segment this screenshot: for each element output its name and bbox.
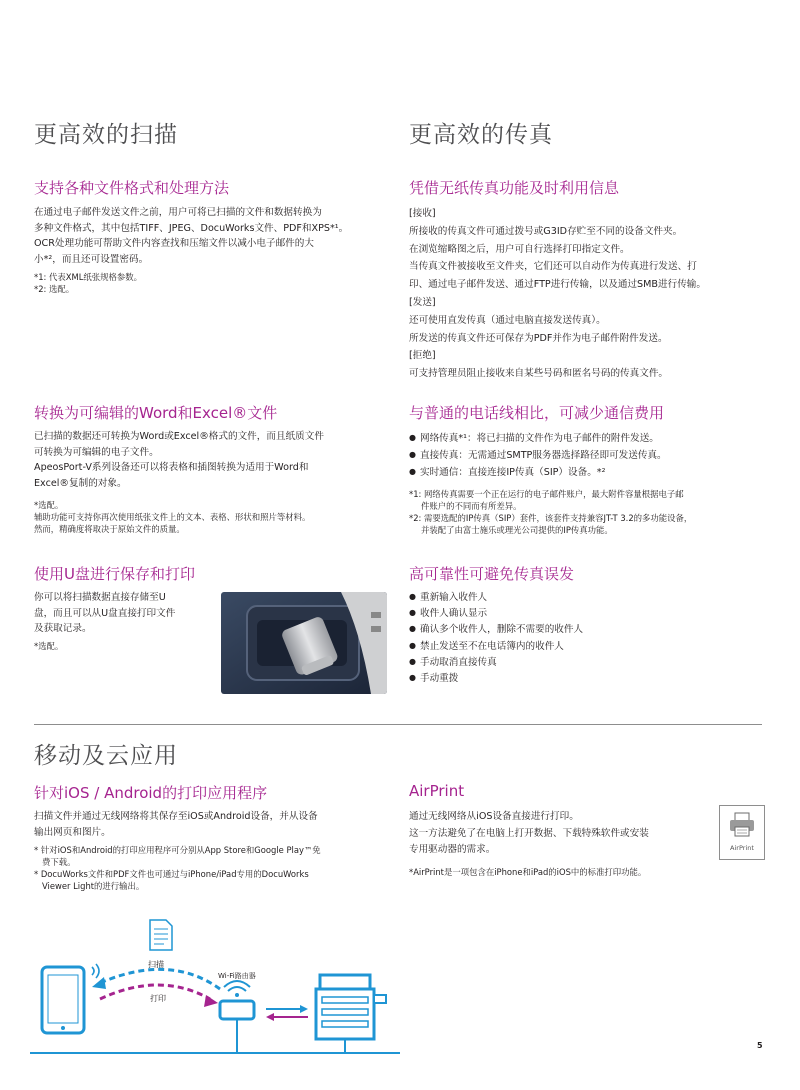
formats-line: OCR处理功能可帮助文件内容查找和压缩文件以减小电子邮件的大 [34,238,314,249]
airprint-logo-label: AirPrint [730,844,754,852]
airprint-line: 通过无线网络从iOS设备直接进行打印。 [409,811,579,822]
bullet-item: ● 网络传真*¹：将已扫描的文件作为电子邮件的附件发送。 [409,430,667,447]
print-label: 打印 [150,994,166,1003]
bullet-item: ● 直接传真：无需通过SMTP服务器选择路径即可发送传真。 [409,447,667,464]
formats-notes [34,271,142,295]
formats-line: 小*²，而且还可设置密码。 [34,253,149,265]
formats-body [34,205,394,267]
scan-label: 扫描 [148,960,164,969]
cost-bullets [409,430,667,481]
mobile-section-title: 移动及云应用 [34,743,178,769]
paperless-line: 所接收的传真文件可通过拨号或G3ID存贮至不同的设备文件夹。 [409,225,683,237]
paperless-heading: 凭借无纸传真功能及时利用信息 [409,179,620,197]
paperless-line: [拒绝] [409,350,436,362]
bullet-item: ● 确认多个收件人，删除不需要的收件人 [409,622,583,638]
printer-icon [729,812,755,838]
airprint-body [409,809,709,859]
footnote: *2: 选配。 [34,284,75,294]
apps-body [34,809,394,840]
apps-line: 扫描文件并通过无线网络将其保存至iOS或Android设备，并从设备 [34,811,318,822]
paperless-line: 印、通过电子邮件发送、通过FTP进行传输，以及通过SMB进行传输。 [409,279,706,291]
usb-heading: 使用U盘进行保存和打印 [34,565,195,583]
usb-photo [221,592,387,694]
convert-line: Excel®复制的对象。 [34,477,127,489]
wifi-signal-icon [92,964,99,978]
footnote: * 针对iOS和Android的打印应用程序可分别从App Store和Google Play™免 [34,845,321,855]
apps-notes [34,844,321,892]
router-label: Wi-Fi路由器 [218,972,256,980]
usb-line: 及获取记录。 [34,623,92,634]
footnote: 件账户的不同而有所差异。 [421,501,522,511]
paperless-body [409,205,769,383]
footnote: *选配。 [34,500,64,510]
convert-line: 可转换为可编辑的电子文件。 [34,446,159,458]
section-divider [34,724,762,725]
footnote: 费下载。 [42,857,76,867]
fax-section-title: 更高效的传真 [409,122,553,148]
footnote: 辅助功能可支持你再次使用纸张文件上的文本、表格、形状和照片等材料。 [34,512,311,522]
airprint-logo [719,805,765,860]
paperless-line: [接收] [409,208,436,219]
document-icon [150,920,172,950]
scan-section-title: 更高效的扫描 [34,122,178,148]
page-number: 5 [757,1041,763,1050]
footnote: Viewer Light的进行输出。 [42,881,145,891]
footnote: *2: 需要选配的IP传真（SIP）套件，该套件支持兼容JT-T 3.2的多功能设备， [409,513,693,523]
apps-heading: 针对iOS / Android的打印应用程序 [34,784,268,802]
airprint-heading: AirPrint [409,782,465,800]
bullet-item: ● 手动取消直接传真 [409,655,583,671]
router-icon [220,981,254,1019]
cost-heading: 与普通的电话线相比，可减少通信费用 [409,404,665,422]
bullet-item: ● 收件人确认显示 [409,606,583,622]
bullet-item: ● 实时通信：直接连接IP传真（SIP）设备。*² [409,464,667,481]
footnote: *1: 网络传真需要一个正在运行的电子邮件账户，最大附件容量根据电子邮 [409,489,684,499]
paperless-line: [发送] [409,296,436,308]
usb-body [34,590,219,637]
convert-notes [34,499,310,535]
airprint-line: 这一方法避免了在电脑上打开数据、下载特殊软件或安装 [409,827,649,839]
convert-body [34,429,394,491]
paperless-line: 还可使用直发传真（通过电脑直接发送传真）。 [409,314,606,326]
footnote: *1: 代表XML纸张规格参数。 [34,272,143,282]
tablet-icon [42,967,84,1033]
printer-icon [316,975,386,1039]
airprint-notes [409,866,646,878]
footnote: *AirPrint是一项包含在iPhone和iPad的iOS中的标准打印功能。 [409,867,647,877]
usb-notes [34,640,63,652]
footnote: * DocuWorks文件和PDF文件也可通过与iPhone/iPad专用的DocuWorks [34,869,309,879]
paperless-line: 在浏览缩略图之后，用户可自行选择打印指定文件。 [409,243,630,255]
formats-line: 在通过电子邮件发送文件之前，用户可将已扫描的文件和数据转换为 [34,207,322,218]
convert-line: 已扫描的数据还可转换为Word或Excel®格式的文件，而且纸质文件 [34,431,324,442]
airprint-line: 专用驱动器的需求。 [409,844,496,855]
footnote: *选配。 [34,641,64,651]
bullet-item: ● 禁止发送至不在电话簿内的收件人 [409,639,583,655]
convert-line: ApeosPort-V系列设备还可以将表格和插图转换为适用于Word和 [34,462,309,473]
convert-heading: 转换为可编辑的Word和Excel®文件 [34,404,278,422]
formats-line: 多种文件格式，其中包括TIFF、JPEG、DocuWorks文件、PDF和XPS*¹。 [34,222,349,234]
reliability-bullets [409,590,583,687]
bullet-item: ● 重新输入收件人 [409,590,583,606]
apps-line: 输出网页和图片。 [34,826,111,838]
bullet-item: ● 手动重拨 [409,671,583,687]
formats-heading: 支持各种文件格式和处理方法 [34,179,230,197]
usb-line: 盘，而且可以从U盘直接打印文件 [34,607,176,619]
footnote: 然而，精确度将取决于原始文件的质量。 [34,524,185,534]
paperless-line: 当传真文件被接收至文件夹，它们还可以自动作为传真进行发送、打 [409,261,697,273]
wireless-diagram [30,915,400,1065]
paperless-line: 所发送的传真文件还可保存为PDF并作为电子邮件附件发送。 [409,332,668,344]
cost-notes [409,488,692,536]
paperless-line: 可支持管理员阻止接收来自某些号码和匿名号码的传真文件。 [409,368,669,380]
footnote: 并装配了由富士施乐或理光公司提供的IP传真功能。 [421,525,613,535]
usb-line: 你可以将扫描数据直接存储至U [34,592,166,603]
reliability-heading: 高可靠性可避免传真误发 [409,565,575,583]
